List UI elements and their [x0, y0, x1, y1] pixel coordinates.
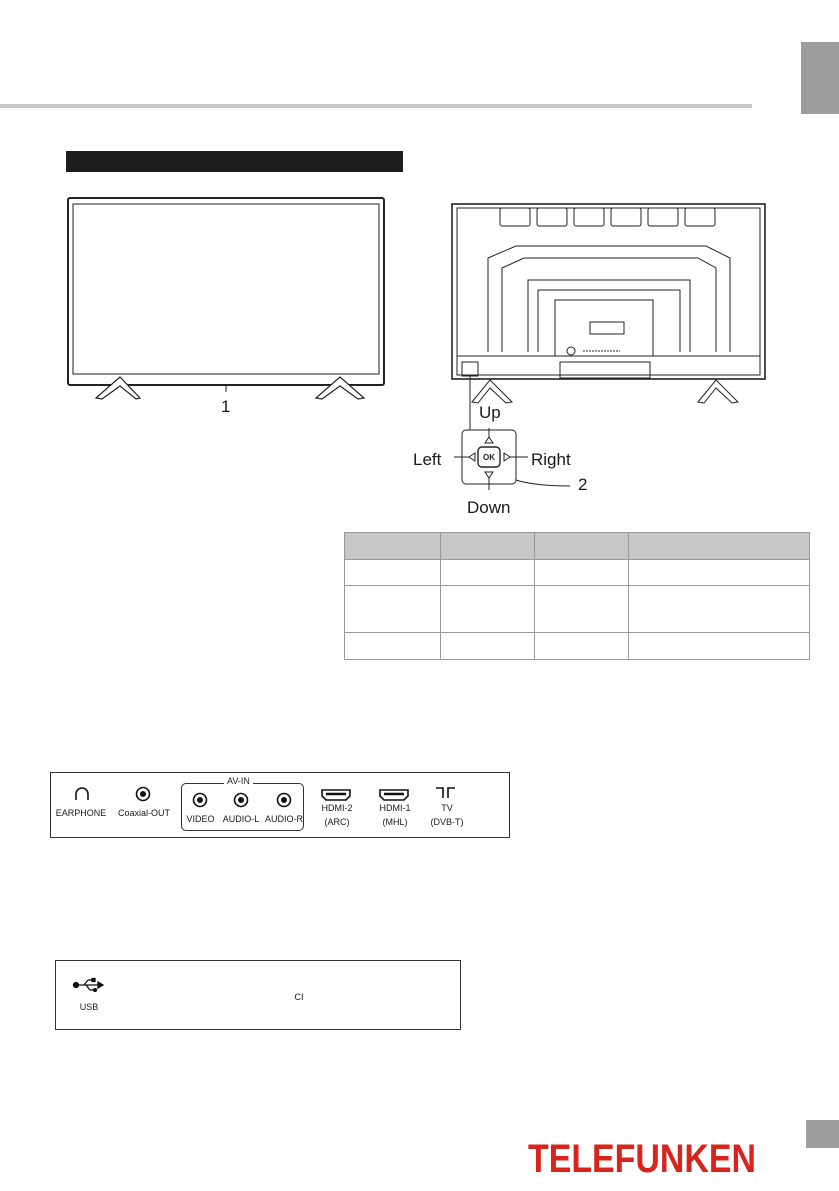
hdmi-2-sublabel: (ARC)	[324, 817, 350, 827]
hdmi-1-label: HDMI-1	[379, 803, 411, 813]
hdmi-2-label: HDMI-2	[321, 803, 353, 813]
table-row	[345, 586, 810, 633]
joystick-down-label: Down	[467, 498, 511, 517]
section-heading-bar	[66, 151, 403, 172]
usb-icon	[72, 978, 106, 992]
table-row	[345, 633, 810, 660]
coaxial-jack-icon	[137, 788, 150, 801]
rear-callout-number: 2	[578, 475, 588, 494]
joystick-right-label: Right	[531, 450, 571, 469]
hdmi-port-icon	[380, 790, 408, 800]
antenna-icon	[436, 788, 455, 798]
brand-logo-text: TELEFUNKEN	[528, 1137, 756, 1181]
hdmi-1-sublabel: (MHL)	[382, 817, 408, 827]
table-header-row	[345, 533, 810, 560]
table-row	[345, 560, 810, 586]
tv-front-illustration	[60, 192, 395, 407]
language-tab	[801, 42, 839, 114]
tv-sublabel: (DVB-T)	[430, 817, 464, 827]
audio-r-label: AUDIO-R	[265, 814, 303, 824]
joystick-left-label: Left	[413, 450, 442, 469]
bottom-connector-panel	[55, 960, 461, 1030]
page-number-tab	[806, 1120, 839, 1148]
rca-jack-icon	[278, 794, 291, 807]
rca-jack-icon	[194, 794, 207, 807]
joystick-ok-label: OK	[483, 453, 495, 462]
front-callout-number: 1	[221, 397, 231, 416]
coaxial-out-label: Coaxial-OUT	[117, 808, 170, 818]
hdmi-port-icon	[322, 790, 350, 800]
rca-jack-icon	[235, 794, 248, 807]
spec-table	[344, 532, 810, 660]
video-label: VIDEO	[186, 814, 215, 824]
av-in-label: AV-IN	[224, 776, 253, 786]
tv-front-icon	[68, 198, 384, 399]
headphone-icon	[76, 788, 88, 800]
tv-rear-illustration	[440, 192, 780, 517]
ci-label: CI	[294, 992, 304, 1002]
joystick-up-label: Up	[479, 403, 501, 422]
tv-rear-icon	[452, 204, 765, 490]
telefunken-logo	[527, 1135, 757, 1179]
earphone-label: EARPHONE	[55, 808, 107, 818]
audio-l-label: AUDIO-L	[222, 814, 260, 824]
header-rule	[0, 104, 752, 108]
tv-label: TV	[441, 803, 453, 813]
usb-label: USB	[79, 1002, 99, 1012]
